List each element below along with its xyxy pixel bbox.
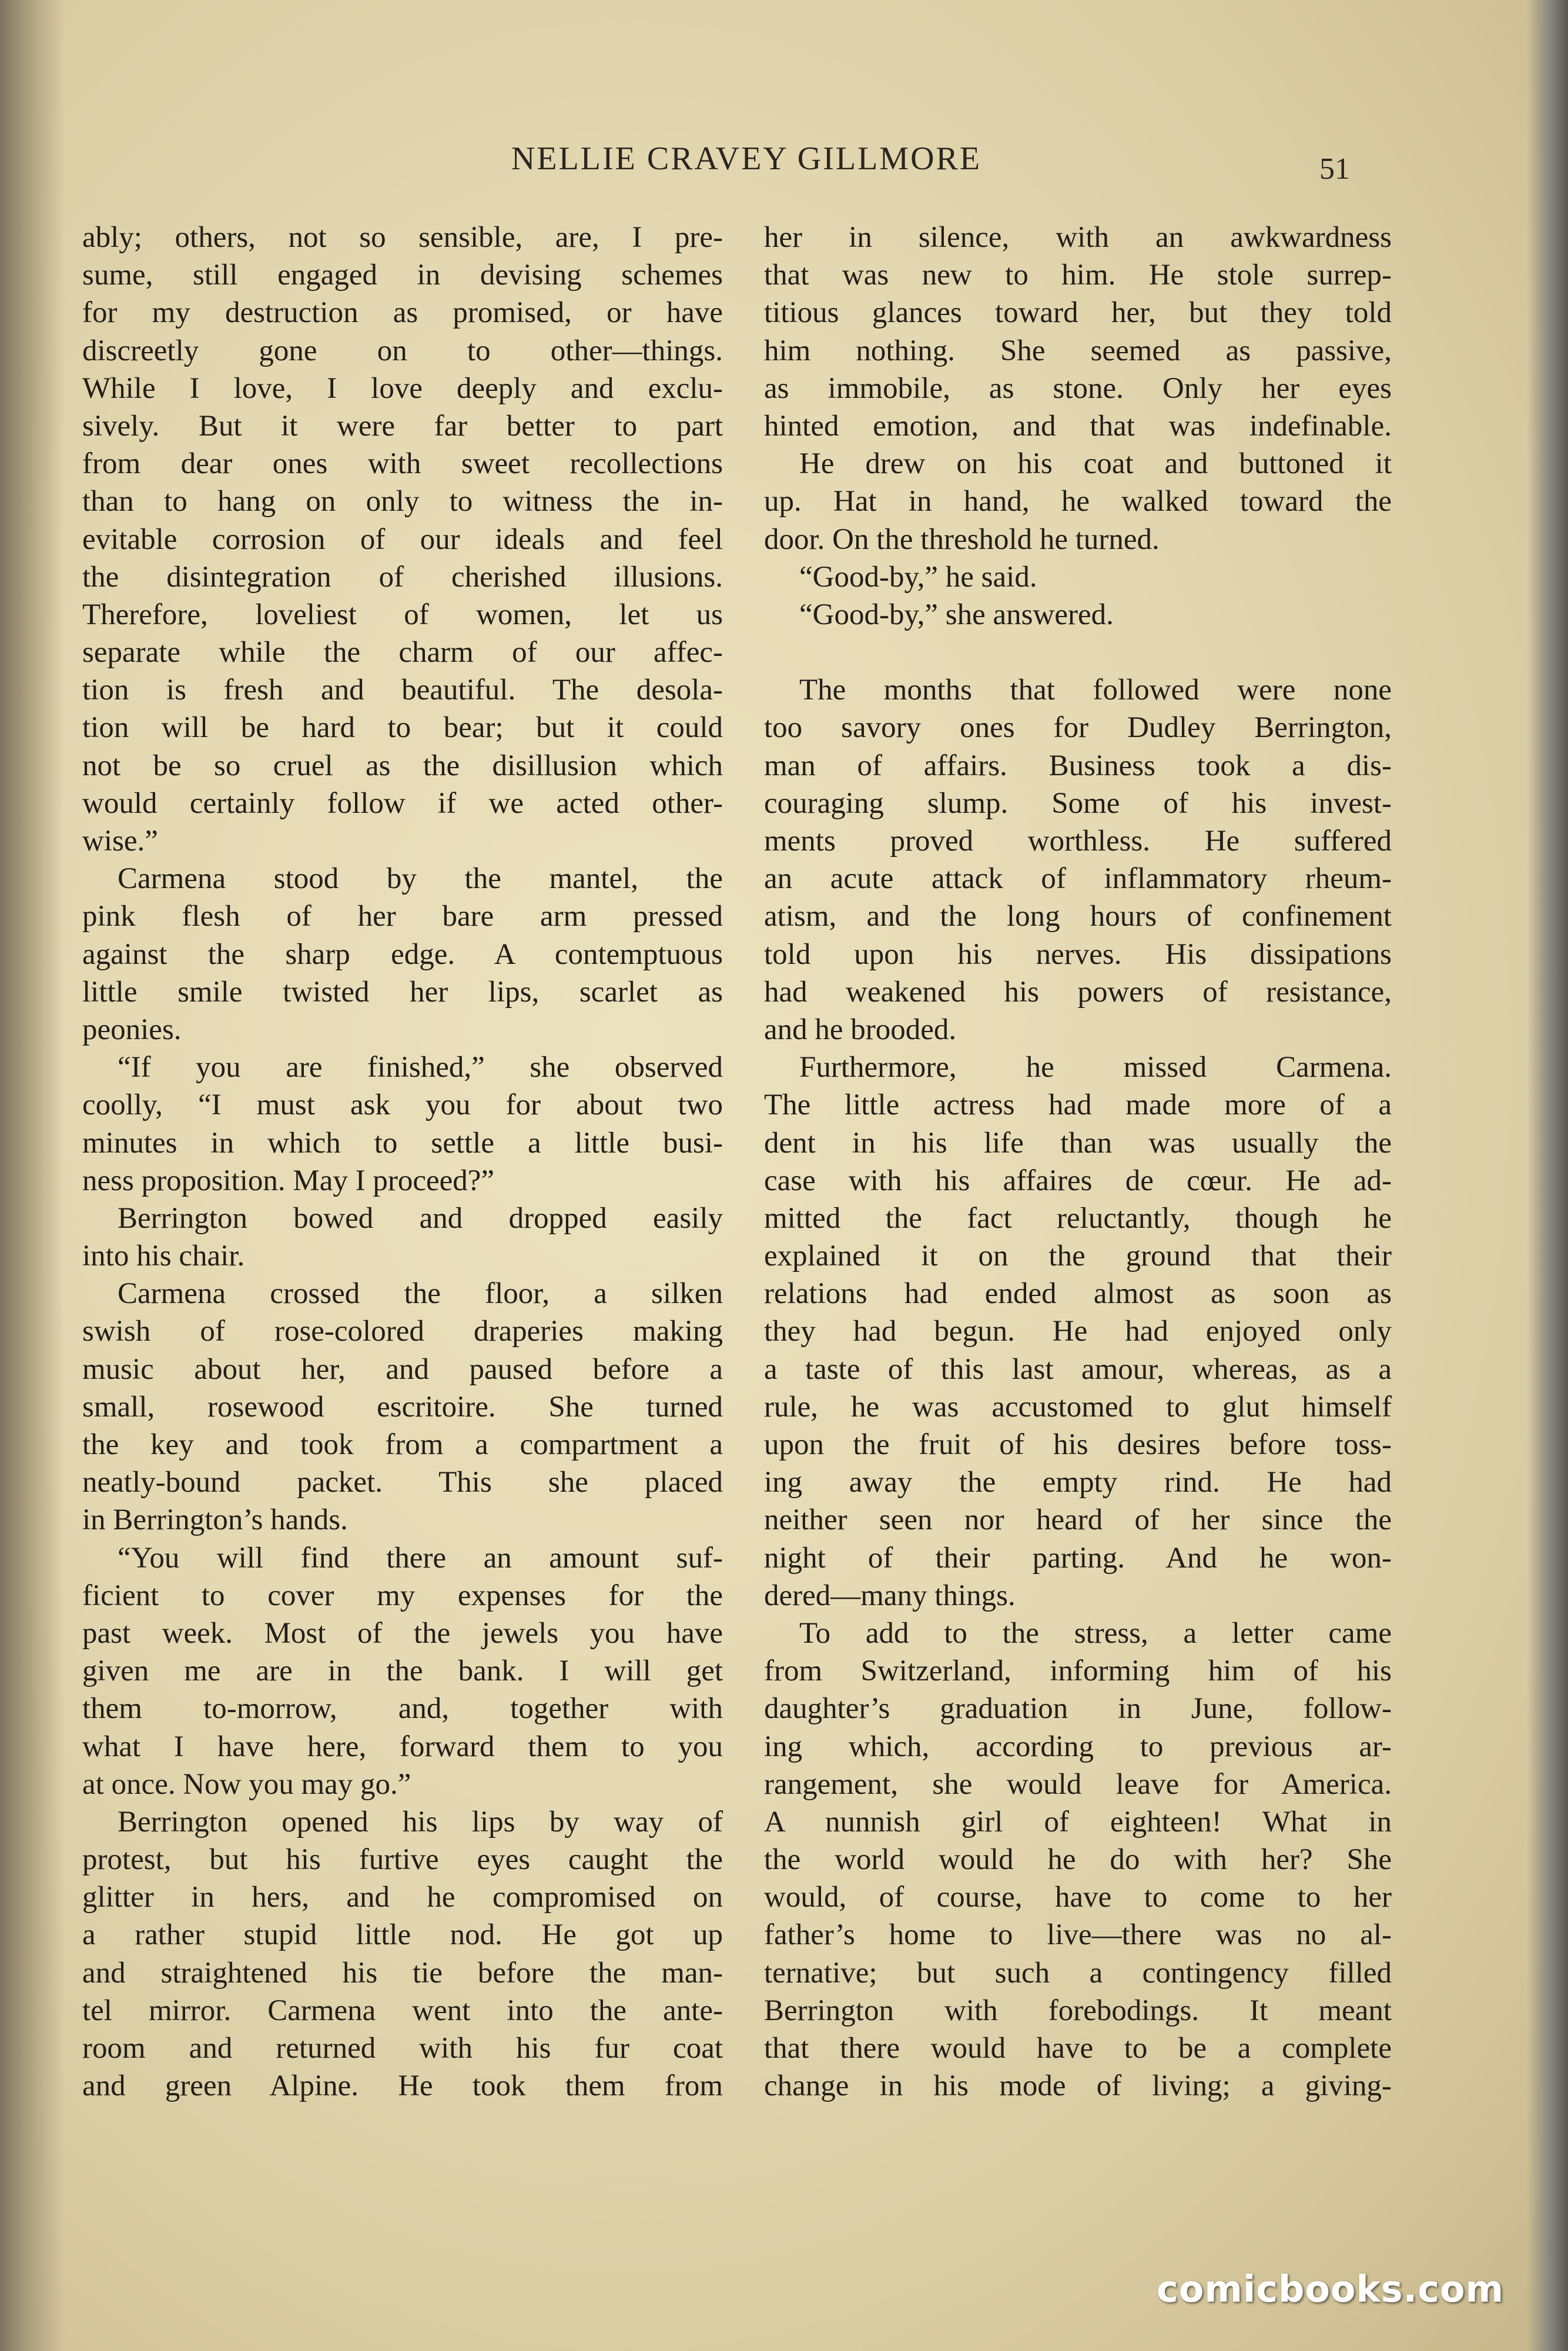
text-line: past week. Most of the jewels you have — [82, 1616, 723, 1650]
text-line: A nunnish girl of eighteen! What in — [764, 1805, 1392, 1838]
text-line: ficient to cover my expenses for the — [82, 1579, 723, 1612]
text-line: her in silence, with an awkwardness — [764, 221, 1392, 254]
text-line: coolly, “I must ask you for about two — [82, 1089, 723, 1122]
text-line: night of their parting. And he won- — [764, 1541, 1392, 1575]
text-line: ments proved worthless. He suffered — [764, 825, 1392, 858]
page-edge-shadow — [1527, 0, 1568, 2351]
text-line: the key and took from a compartment a — [82, 1428, 723, 1461]
text-line: evitable corrosion of our ideals and feel — [82, 523, 723, 556]
text-line: given me are in the bank. I will get — [82, 1655, 723, 1688]
text-line: daughter’s graduation in June, follow- — [764, 1692, 1392, 1726]
text-line: glitter in hers, and he compromised on — [82, 1881, 723, 1914]
text-line: and straightened his tie before the man- — [82, 1956, 723, 1990]
text-line: from Switzerland, informing him of his — [764, 1655, 1392, 1688]
text-line: Berrington bowed and dropped easily — [118, 1201, 723, 1235]
text-line: case with his affaires de cœur. He ad- — [764, 1164, 1392, 1197]
left-text-column — [82, 219, 723, 2105]
text-line: rule, he was accustomed to glut himself — [764, 1390, 1392, 1424]
text-line: rangement, she would leave for America. — [764, 1767, 1392, 1801]
text-line: a taste of this last amour, whereas, as a — [764, 1352, 1392, 1386]
text-line: “If you are finished,” she observed — [118, 1051, 723, 1084]
text-line: neither seen nor heard of her since the — [764, 1503, 1392, 1537]
text-line: upon the fruit of his desires before toss- — [764, 1428, 1392, 1461]
text-line: what I have here, forward them to you — [82, 1730, 723, 1763]
text-line: father’s home to live—there was no al- — [764, 1918, 1392, 1952]
text-line: sively. But it were far better to part — [82, 409, 723, 443]
page-number: 51 — [1319, 152, 1350, 186]
watermark-logo: comicbooks.com — [1157, 2268, 1505, 2310]
spine-shadow — [0, 0, 65, 2351]
text-line: too savory ones for Dudley Berrington, — [764, 711, 1392, 745]
text-line: him nothing. She seemed as passive, — [764, 334, 1392, 367]
text-line: that was new to him. He stole surrep- — [764, 259, 1392, 292]
text-line: While I love, I love deeply and exclu- — [82, 371, 723, 405]
text-line: Berrington with forebodings. It meant — [764, 1994, 1392, 2027]
text-line: against the sharp edge. A contemptuous — [82, 937, 723, 971]
text-line: explained it on the ground that their — [764, 1240, 1392, 1273]
text-line: change in his mode of living; a giving- — [764, 2069, 1392, 2103]
text-line: relations had ended almost as soon as — [764, 1277, 1392, 1311]
text-line: them to-morrow, and, together with — [82, 1692, 723, 1726]
text-line: in Berrington’s hands. — [82, 1503, 348, 1537]
text-line: up. Hat in hand, he walked toward the — [764, 485, 1392, 518]
text-line: would certainly follow if we acted other- — [82, 786, 723, 820]
text-line: Furthermore, he missed Carmena. — [799, 1051, 1392, 1084]
text-line: peonies. — [82, 1013, 182, 1046]
text-line: wise.” — [82, 825, 158, 858]
text-line: for my destruction as promised, or have — [82, 296, 723, 330]
right-text-column — [764, 219, 1392, 2105]
text-line: a rather stupid little nod. He got up — [82, 1918, 723, 1952]
text-line: ternative; but such a contingency filled — [764, 1956, 1392, 1990]
text-line: tion is fresh and beautiful. The desola- — [82, 674, 723, 707]
text-line: The months that followed were none — [799, 674, 1392, 707]
text-line: The little actress had made more of a — [764, 1089, 1392, 1122]
text-line: door. On the threshold he turned. — [764, 523, 1160, 556]
text-line: the disintegration of cherished illusions. — [82, 560, 723, 594]
text-line: sume, still engaged in devising schemes — [82, 259, 723, 292]
running-head: NELLIE CRAVEY GILLMORE — [511, 140, 982, 177]
text-line: man of affairs. Business took a dis- — [764, 749, 1392, 782]
text-line: separate while the charm of our affec- — [82, 636, 723, 669]
text-line: from dear ones with sweet recollections — [82, 447, 723, 481]
text-line: music about her, and paused before a — [82, 1352, 723, 1386]
text-line: would, of course, have to come to her — [764, 1881, 1392, 1914]
text-line: “You will find there an amount suf- — [118, 1541, 723, 1575]
text-line: Therefore, loveliest of women, let us — [82, 598, 723, 631]
text-line: had weakened his powers of resistance, — [764, 975, 1392, 1009]
text-line: as immobile, as stone. Only her eyes — [764, 371, 1392, 405]
text-line: minutes in which to settle a little busi- — [82, 1126, 723, 1160]
text-line: an acute attack of inflammatory rheum- — [764, 862, 1392, 896]
text-line: ing which, according to previous ar- — [764, 1730, 1392, 1763]
text-line: ing away the empty rind. He had — [764, 1466, 1392, 1499]
text-line: swish of rose-colored draperies making — [82, 1315, 723, 1348]
text-line: mitted the fact reluctantly, though he — [764, 1201, 1392, 1235]
text-line: and he brooded. — [764, 1013, 957, 1046]
text-line: into his chair. — [82, 1240, 245, 1273]
text-line: than to hang on only to witness the in- — [82, 485, 723, 518]
text-line: they had begun. He had enjoyed only — [764, 1315, 1392, 1348]
text-line: tel mirror. Carmena went into the ante- — [82, 1994, 723, 2027]
text-line: To add to the stress, a letter came — [799, 1616, 1392, 1650]
text-line: hinted emotion, and that was indefinable. — [764, 409, 1392, 443]
text-line: Carmena stood by the mantel, the — [118, 862, 723, 896]
text-line: dent in his life than was usually the — [764, 1126, 1392, 1160]
text-line: tion will be hard to bear; but it could — [82, 711, 723, 745]
text-line: small, rosewood escritoire. She turned — [82, 1390, 723, 1424]
text-line: titious glances toward her, but they told — [764, 296, 1392, 330]
text-line: dered—many things. — [764, 1579, 1016, 1612]
text-line: the world would he do with her? She — [764, 1843, 1392, 1877]
text-line: ably; others, not so sensible, are, I pre- — [82, 221, 723, 254]
text-line: protest, but his furtive eyes caught the — [82, 1843, 723, 1877]
text-line: pink flesh of her bare arm pressed — [82, 900, 723, 933]
text-line: at once. Now you may go.” — [82, 1767, 411, 1801]
text-line: Carmena crossed the floor, a silken — [118, 1277, 723, 1311]
text-line: discreetly gone on to other—things. — [82, 334, 723, 367]
text-line: that there would have to be a complete — [764, 2032, 1392, 2065]
text-line: told upon his nerves. His dissipations — [764, 937, 1392, 971]
text-line: room and returned with his fur coat — [82, 2032, 723, 2065]
text-line: not be so cruel as the disillusion which — [82, 749, 723, 782]
text-line: and green Alpine. He took them from — [82, 2069, 723, 2103]
text-line: Berrington opened his lips by way of — [118, 1805, 723, 1838]
text-line: He drew on his coat and buttoned it — [799, 447, 1392, 481]
text-line: little smile twisted her lips, scarlet as — [82, 975, 723, 1009]
text-line: “Good-by,” she answered. — [799, 598, 1114, 631]
text-line: neatly-bound packet. This she placed — [82, 1466, 723, 1499]
text-line: atism, and the long hours of confinement — [764, 900, 1392, 933]
text-line — [764, 634, 1392, 671]
text-line: “Good-by,” he said. — [799, 560, 1037, 594]
text-line: ness proposition. May I proceed?” — [82, 1164, 495, 1197]
text-line: couraging slump. Some of his invest- — [764, 786, 1392, 820]
